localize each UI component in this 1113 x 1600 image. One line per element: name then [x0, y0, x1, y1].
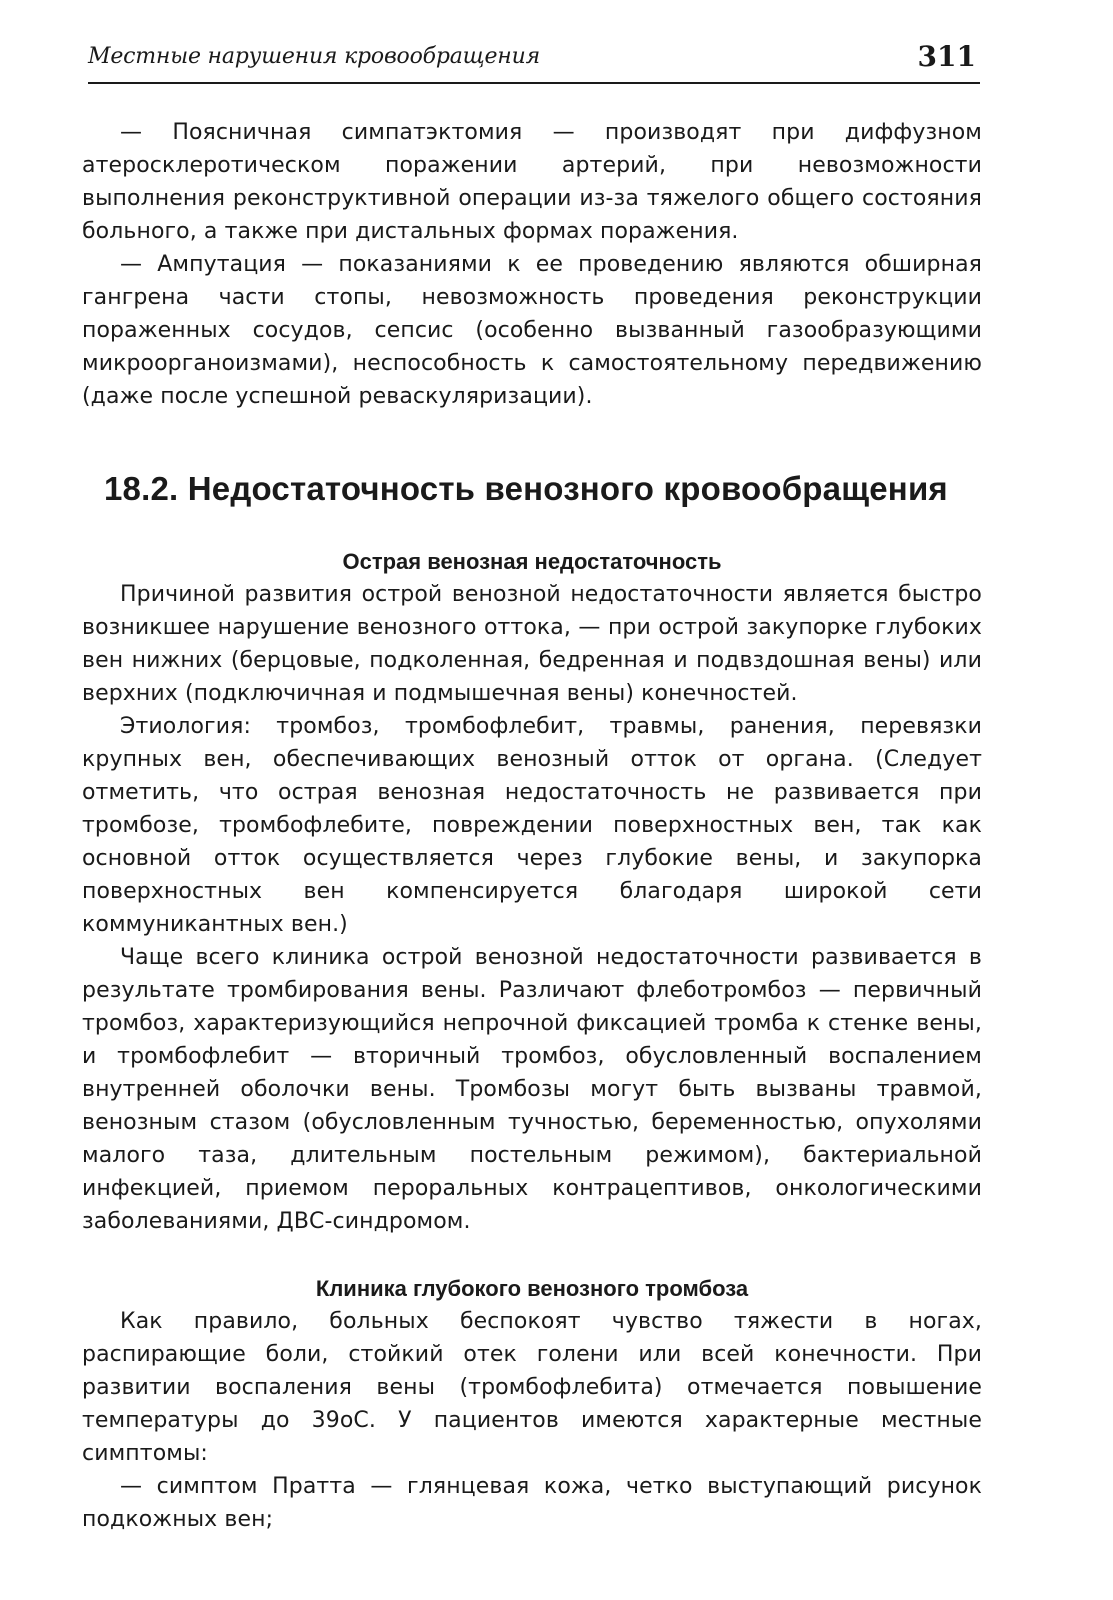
paragraph-lumbar-sympathectomy: — Поясничная симпатэктомия — производят при диффузном атеросклеротическом поражении артерий, при невозможности выполнения реконструктивной операции из-за тяжелого общего состояния больного, а также при дистальных формах поражения. [82, 120, 982, 244]
page-number: 311 [917, 40, 976, 73]
paragraph-cause: Причиной развития острой венозной недостаточности является быстро возникшее нарушение венозного оттока, — при острой закупорке глубоких вен нижних (берцовые, подколенная, бедренная и подвздошная вены) или верхних (подключичная и подмышечная вены) конечностей. [82, 582, 982, 706]
section-title: 18.2. Недостаточность венозного кровообращения [104, 470, 948, 507]
subsection-heading-deep-vein-thrombosis: Клиника глубокого венозного тромбоза [315, 1276, 749, 1301]
running-title: Местные нарушения кровообращения [88, 44, 540, 69]
running-header [88, 42, 980, 84]
paragraph-symptoms: Как правило, больных беспокоят чувство тяжести в ногах, распирающие боли, стойкий отек голени или всей конечности. При развитии воспаления вены (тромбофлебита) отмечается повышение температуры до 39оС. У пациентов имеются характерные местные симптомы: [82, 1309, 982, 1466]
paragraph-amputation: — Ампутация — показаниями к ее проведению являются обширная гангрена части стопы, невозможность проведения реконструкции пораженных сосудов, сепсис (особенно вызванный газообразующими микроорганоизмами), неспособность к самостоятельному передвижению (даже после успешной реваскуляризации). [82, 252, 982, 409]
paragraph-thrombosis: Чаще всего клиника острой венозной недостаточности развивается в результате тромбирования вены. Различают флеботромбоз — первичный тромбоз, характеризующийся непрочной фиксацией тромба к стенке вены, и тромбофлебит — вторичный тромбоз, обусловленный воспалением внутренней оболочки вены. Тромбозы могут быть вызваны травмой, венозным стазом (обусловленным тучностью, беременностью, опухолями малого таза, длительным постельным режимом), бактериальной инфекцией, приемом пероральных контрацептивов, онкологическими заболеваниями, ДВС-синдромом. [82, 945, 982, 1234]
page-content [82, 116, 982, 1536]
paragraph-pratt-sign: — симптом Пратта — глянцевая кожа, четко выступающий рисунок подкожных вен; [82, 1474, 982, 1532]
subsection-heading-acute-venous-insufficiency: Острая венозная недостаточность [342, 549, 722, 574]
paragraph-etiology: Этиология: тромбоз, тромбофлебит, травмы, ранения, перевязки крупных вен, обеспечивающих венозный отток от органа. (Следует отметить, что острая венозная недостаточность не развивается при тромбозе, тромбофлебите, повреждении поверхностных вен, так как основной отток осуществляется через глубокие вены, и закупорка поверхностных вен компенсируется благодаря широкой сети коммуникантных вен.) [82, 714, 982, 937]
